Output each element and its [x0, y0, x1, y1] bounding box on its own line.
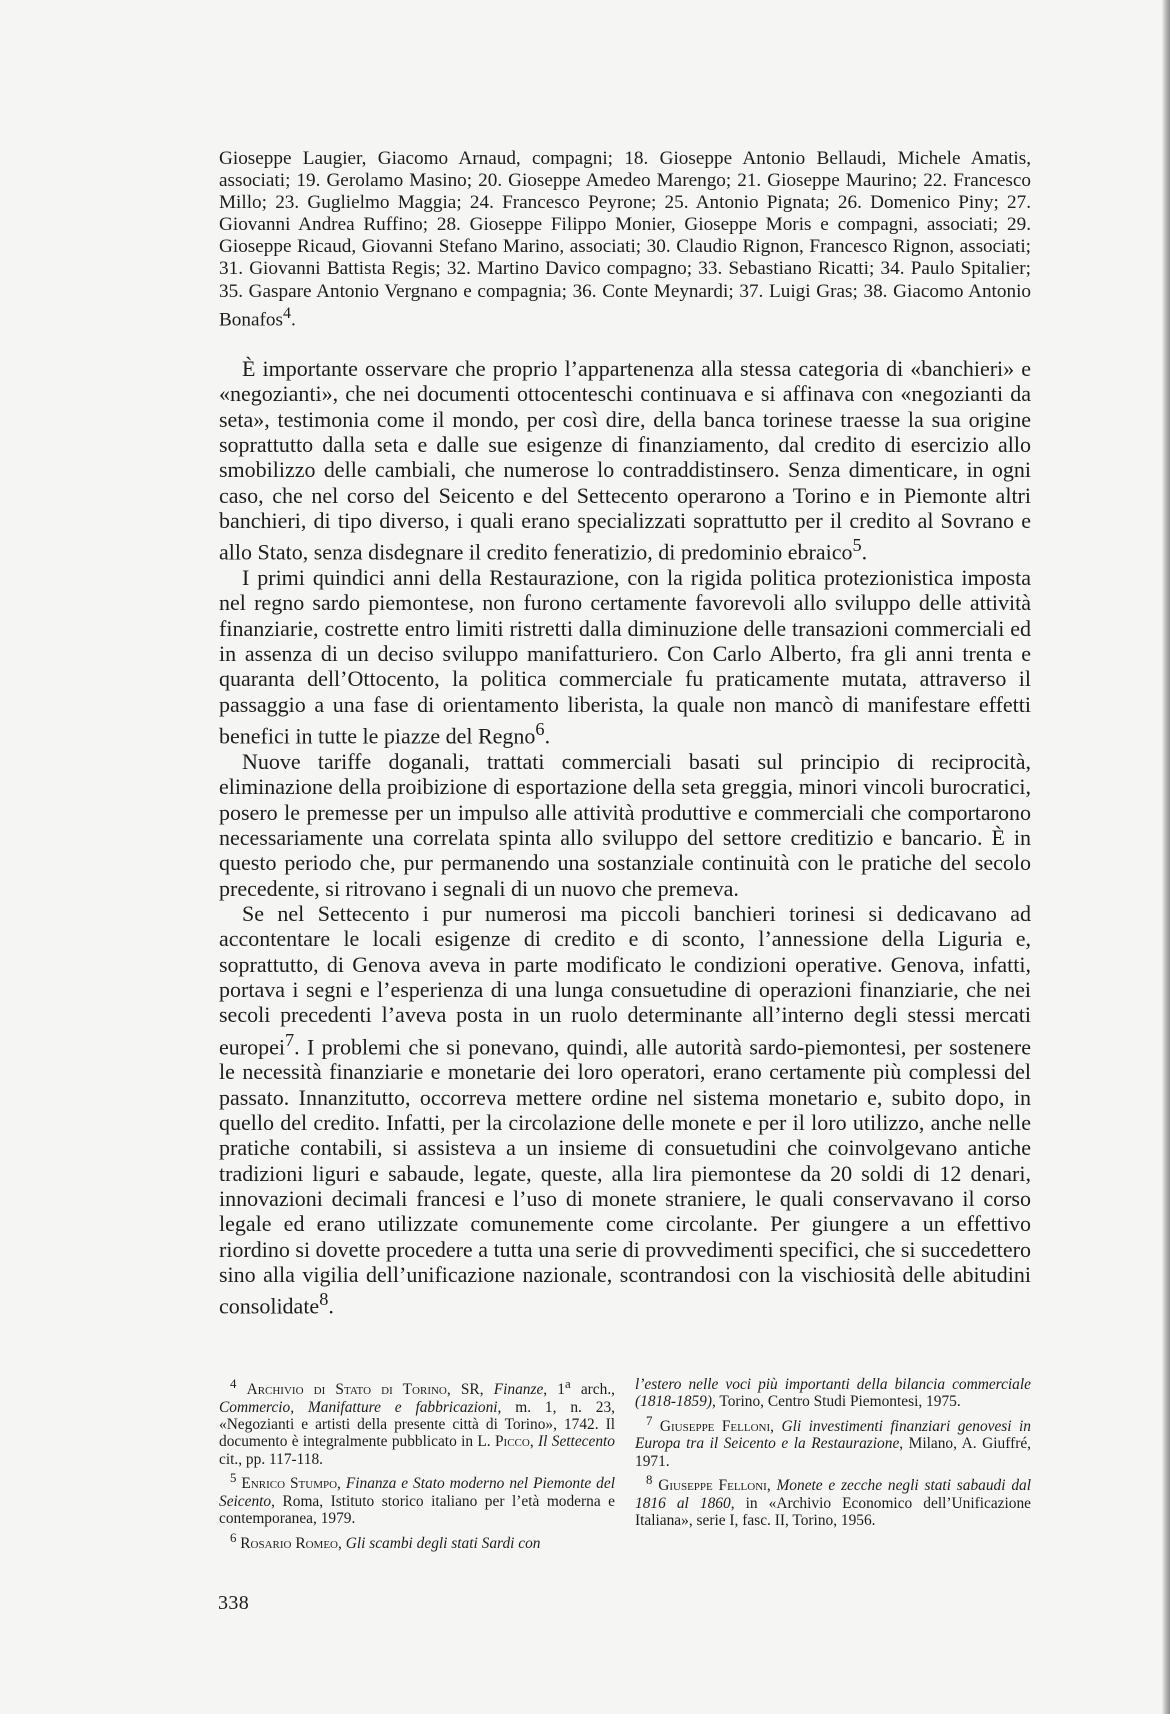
footnote-4: $^4$ Archivio di Stato di Torino, SR, Finanze, 1$^a$ arch., Commercio, Manifatture e fabbricazioni, m. 1, n. 23, «Negozianti e artisti della presente città di Torino», 1742. Il documento è integralmente pubblicato in L. Picco, Il Settecento cit., pp. 117-118.	[219, 1377, 616, 1468]
page-number: 338	[218, 1592, 250, 1614]
footnote-5: $^5$ Enrico Stumpo, Finanza e Stato moderno nel Piemonte del Seicento, Roma, Istituto storico italiano per l’età moderna e contemporanea, 1979.	[219, 1471, 615, 1528]
paragraph-2: I primi quindici anni della Restaurazione, con la rigida politica protezionistica imposta nel regno sardo piemontese, non furono certamente favorevoli allo sviluppo delle attività finanziarie, costrette entro limiti ristretti dalla diminuzione delle transazioni commerciali ed in assenza di un deciso sviluppo manifatturiero. Con Carlo Alberto, fra gli anni trenta e quaranta dell’Ottocento, la politica commerciale fu praticamente mutata, attraverso il passaggio a una fase di orientamento liberista, la quale non mancò di manifestare effetti benefici in tutte le piazze del Regno$^6$.	[219, 565, 1031, 749]
footnote-6-continued: l’estero nelle voci più importanti della bilancia commerciale (1818-1859), Torino, Centro Studi Piemontesi, 1975.	[635, 1376, 1031, 1411]
footnote-ref-6: 6	[535, 719, 545, 740]
footnotes-right-column	[635, 1376, 1031, 1554]
intro-text: Gioseppe Laugier, Giacomo Arnaud, compagni; 18. Gioseppe Antonio Bellaudi, Michele Amatis, associati; 19. Gerolamo Masino; 20. Gioseppe Amedeo Marengo; 21. Gioseppe Maurino; 22. Francesco Millo; 23. Guglielmo Maggia; 24. Francesco Peyrone; 25. Antonio Pignata; 26. Domenico Piny; 27. Giovanni Andrea Ruffino; 28. Gioseppe Filippo Monier, Gioseppe Moris e compagni, associati; 29. Gioseppe Ricaud, Giovanni Stefano Marino, associati; 30. Claudio Rignon, Francesco Rignon, associati; 31. Giovanni Battista Regis; 32. Martino Davico compagno; 33. Sebastiano Ricatti; 34. Paulo Spitalier; 35. Gaspare Antonio Vergnano e compagnia; 36. Conte Meynardi; 37. Luigi Gras; 38. Giacomo Antonio Bonafos	[219, 148, 1031, 331]
footnote-ref-5: 5	[852, 535, 862, 556]
footnote-ref-7: 7	[284, 1029, 295, 1050]
footnote-8: $^8$ Giuseppe Felloni, Monete e zecche negli stati sabaudi dal 1816 al 1860, in «Archivio Economico dell’Unificazione Italiana», serie I, fasc. II, Torino, 1956.	[635, 1473, 1031, 1530]
paragraph-4: Se nel Settecento i pur numerosi ma piccoli banchieri torinesi si dedicavano ad accontentare le locali esigenze di credito e di sconto, l’annessione della Liguria e, soprattutto, di Genova aveva in parte modificato le condizioni operative. Genova, infatti, portava i segni e l’esperienza di una lunga consuetudine di operazioni finanziarie, che nei secoli precedenti l’aveva posta in un ruolo determinante all’interno degli stessi mercati europei$^7$. I problemi che si ponevano, quindi, alle autorità sardo-piemontesi, per sostenere le necessità finanziarie e monetarie dei loro operatori, erano certamente più complessi del passato. Innanzitutto, occorreva mettere ordine nel sistema monetario e, subito dopo, in quello del credito. Infatti, per la circolazione delle monete e per il loro utilizzo, anche nelle pratiche contabili, si assisteva a un insieme di consuetudini che coinvolgevano antiche tradizioni liguri e sabaude, legate, queste, alla lira piemontese da 20 soldi di 12 denari, innovazioni decimali francesi e l’uso di monete straniere, le quali conservavano il corso legale ed erano utilizzate comunemente come circolante. Per giungere a un effettivo riordino si dovette procedere a tutta una serie di provvedimenti specifici, che si succedettero sino alla vigilia dell’unificazione nazionale, scontrandosi con la vischiosità delle abitudini consolidate$^8$.	[219, 900, 1031, 1319]
paragraph-3: Nuove tariffe doganali, trattati commerciali basati sul principio di reciprocità, eliminazione della proibizione di esportazione della seta greggia, minori vincoli burocratici, posero le premesse per un impulso alle attività produttive e commerciali che comportarono necessariamente una correlata spinta allo sviluppo del settore creditizio e bancario. È in questo periodo che, pur permanendo una sostanziale continuità con le pratiche del secolo precedente, si ritrovano i segnali di un nuovo che premeva.	[219, 748, 1031, 901]
footnote-ref-4: 4	[282, 304, 291, 322]
footnotes-left-column	[219, 1376, 615, 1554]
footnote-7: $^7$ Giuseppe Felloni, Gli investimenti finanziari genovesi in Europa tra il Seicento e la Restaurazione, Milano, A. Giuffré, 1971.	[635, 1413, 1031, 1470]
paragraph-1: È importante osservare che proprio l’appartenenza alla stessa categoria di «banchieri» e «negozianti», che nei documenti ottocenteschi continuava e si affinava con «negozianti da seta», testimonia come il mondo, per così dire, della banca torinese traesse la sua origine soprattutto dalla seta e dalle sue esigenze di finanziamento, dal credito di esercizio allo smobilizzo delle cambiali, che numerose lo contraddistinsero. Senza dimenticare, in ogni caso, che nel corso del Seicento e del Settecento operarono a Torino e in Piemonte altri banchieri, di tipo diverso, i quali erano specializzati soprattutto per il credito al Sovrano e allo Stato, senza disdegnare il credito feneratizio, di predominio ebraico$^5$.	[219, 356, 1031, 565]
footnote-6: $^6$ Rosario Romeo, Gli scambi degli stati Sardi con	[230, 1530, 541, 1552]
intro-paragraph: Gioseppe Laugier, Giacomo Arnaud, compagni; 18. Gioseppe Antonio Bellaudi, Michele Amatis, associati; 19. Gerolamo Masino; 20. Gioseppe Amedeo Marengo; 21. Gioseppe Maurino; 22. Francesco Millo; 23. Guglielmo Maggia; 24. Francesco Peyrone; 25. Antonio Pignata; 26. Domenico Piny; 27. Giovanni Andrea Ruffino; 28. Gioseppe Filippo Monier, Gioseppe Moris e compagni, associati; 29. Gioseppe Ricaud, Giovanni Stefano Marino, associati; 30. Claudio Rignon, Francesco Rignon, associati; 31. Giovanni Battista Regis; 32. Martino Davico compagno; 33. Sebastiano Ricatti; 34. Paulo Spitalier; 35. Gaspare Antonio Vergnano e compagnia; 36. Conte Meynardi; 37. Luigi Gras; 38. Giacomo Antonio Bonafos$^4$.	[219, 148, 1031, 331]
main-text	[219, 356, 1031, 1319]
footnotes	[219, 1376, 1031, 1554]
footnote-ref-8: 8	[319, 1289, 329, 1310]
page-edge-shadow	[1162, 0, 1170, 1714]
